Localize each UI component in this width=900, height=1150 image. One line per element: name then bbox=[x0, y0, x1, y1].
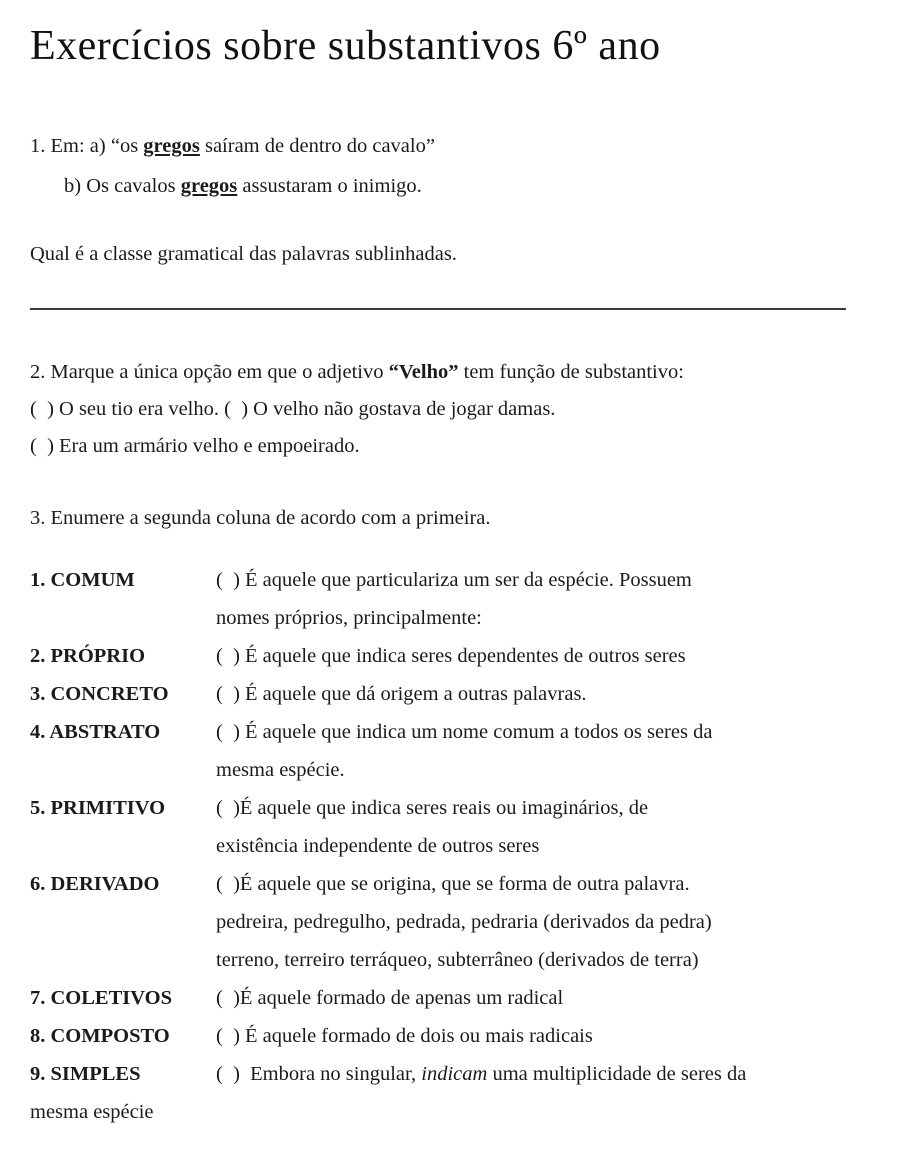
term-coletivos: 7. COLETIVOS bbox=[30, 987, 172, 1009]
q2-options-row-2: ( ) Era um armário velho e empoeirado. bbox=[30, 435, 360, 457]
q1-underlined-word-b: gregos bbox=[180, 175, 238, 197]
document-page bbox=[30, 22, 874, 1131]
q2-intro bbox=[30, 354, 874, 391]
match-row-proprio bbox=[30, 637, 874, 675]
simples-suffix: uma multiplicidade de seres da bbox=[487, 1063, 747, 1085]
desc-line: ( ) É aquele que particulariza um ser da espécie. Possuem bbox=[216, 569, 692, 591]
q1-line-b bbox=[30, 166, 874, 206]
q1-line-a-suffix: saíram de dentro do cavalo” bbox=[199, 135, 435, 157]
q2-intro-suffix: tem função de substantivo: bbox=[458, 361, 684, 383]
desc-line: existência independente de outros seres bbox=[216, 835, 540, 857]
desc-comum bbox=[216, 561, 874, 637]
desc-line: nomes próprios, principalmente: bbox=[216, 607, 482, 629]
q2-bold-word: “Velho” bbox=[388, 361, 459, 383]
desc-line: mesma espécie. bbox=[216, 759, 345, 781]
match-row-concreto bbox=[30, 675, 874, 713]
answer-blank-line bbox=[30, 308, 846, 310]
desc-proprio bbox=[216, 637, 874, 675]
desc-line: ( ) É aquele que indica um nome comum a todos os seres da bbox=[216, 721, 713, 743]
desc-coletivos bbox=[216, 979, 874, 1017]
match-row-coletivos bbox=[30, 979, 874, 1017]
desc-line bbox=[216, 1055, 874, 1093]
question-2 bbox=[30, 354, 874, 465]
desc-line: ( ) É aquele que dá origem a outras palavras. bbox=[216, 683, 587, 705]
term-comum: 1. COMUM bbox=[30, 569, 135, 591]
desc-line: terreno, terreiro terráqueo, subterrâneo (derivados de terra) bbox=[216, 949, 699, 971]
term-composto: 8. COMPOSTO bbox=[30, 1025, 170, 1047]
match-row-derivado bbox=[30, 865, 874, 979]
match-row-comum bbox=[30, 561, 874, 637]
matching-list bbox=[30, 561, 874, 1093]
match-row-simples bbox=[30, 1055, 874, 1093]
q1-line-b-prefix: b) Os cavalos bbox=[64, 175, 181, 197]
desc-primitivo bbox=[216, 789, 874, 865]
term-proprio: 2. PRÓPRIO bbox=[30, 645, 146, 667]
q1-question-text: Qual é a classe gramatical das palavras sublinhadas. bbox=[30, 243, 457, 265]
desc-line: ( ) É aquele que indica seres dependentes de outros seres bbox=[216, 645, 686, 667]
term-derivado: 6. DERIVADO bbox=[30, 873, 160, 895]
desc-line: ( )É aquele formado de apenas um radical bbox=[216, 987, 564, 1009]
desc-line: ( )É aquele que se origina, que se forma de outra palavra. bbox=[216, 873, 690, 895]
desc-composto bbox=[216, 1017, 874, 1055]
simples-italic-word: indicam bbox=[421, 1063, 488, 1085]
match-row-primitivo bbox=[30, 789, 874, 865]
q1-underlined-word-a: gregos bbox=[143, 135, 200, 157]
desc-line: ( )É aquele que indica seres reais ou imaginários, de bbox=[216, 797, 649, 819]
term-simples: 9. SIMPLES bbox=[30, 1063, 141, 1085]
desc-abstrato bbox=[216, 713, 874, 789]
q3-heading: 3. Enumere a segunda coluna de acordo com a primeira. bbox=[30, 507, 491, 529]
desc-line: ( ) É aquele formado de dois ou mais radicais bbox=[216, 1025, 593, 1047]
q2-intro-prefix: 2. Marque a única opção em que o adjetivo bbox=[30, 361, 389, 383]
match-row-composto bbox=[30, 1017, 874, 1055]
match-row-abstrato bbox=[30, 713, 874, 789]
q2-options-row-1: ( ) O seu tio era velho. ( ) O velho não gostava de jogar damas. bbox=[30, 398, 556, 420]
q1-line-b-suffix: assustaram o inimigo. bbox=[237, 175, 422, 197]
page-title: Exercícios sobre substantivos 6º ano bbox=[30, 23, 661, 69]
desc-derivado bbox=[216, 865, 874, 979]
term-abstrato: 4. ABSTRATO bbox=[30, 721, 161, 743]
question-3 bbox=[30, 499, 874, 1131]
desc-line: pedreira, pedregulho, pedrada, pedraria (derivados da pedra) bbox=[216, 911, 712, 933]
desc-simples bbox=[216, 1055, 874, 1093]
question-1 bbox=[30, 126, 874, 310]
q3-wrapped-last-line: mesma espécie bbox=[30, 1101, 154, 1123]
term-concreto: 3. CONCRETO bbox=[30, 683, 169, 705]
simples-prefix: ( ) Embora no singular, bbox=[216, 1063, 422, 1085]
term-primitivo: 5. PRIMITIVO bbox=[30, 797, 166, 819]
q1-line-a bbox=[30, 126, 874, 166]
q1-line-a-prefix: 1. Em: a) “os bbox=[30, 135, 144, 157]
desc-concreto bbox=[216, 675, 874, 713]
